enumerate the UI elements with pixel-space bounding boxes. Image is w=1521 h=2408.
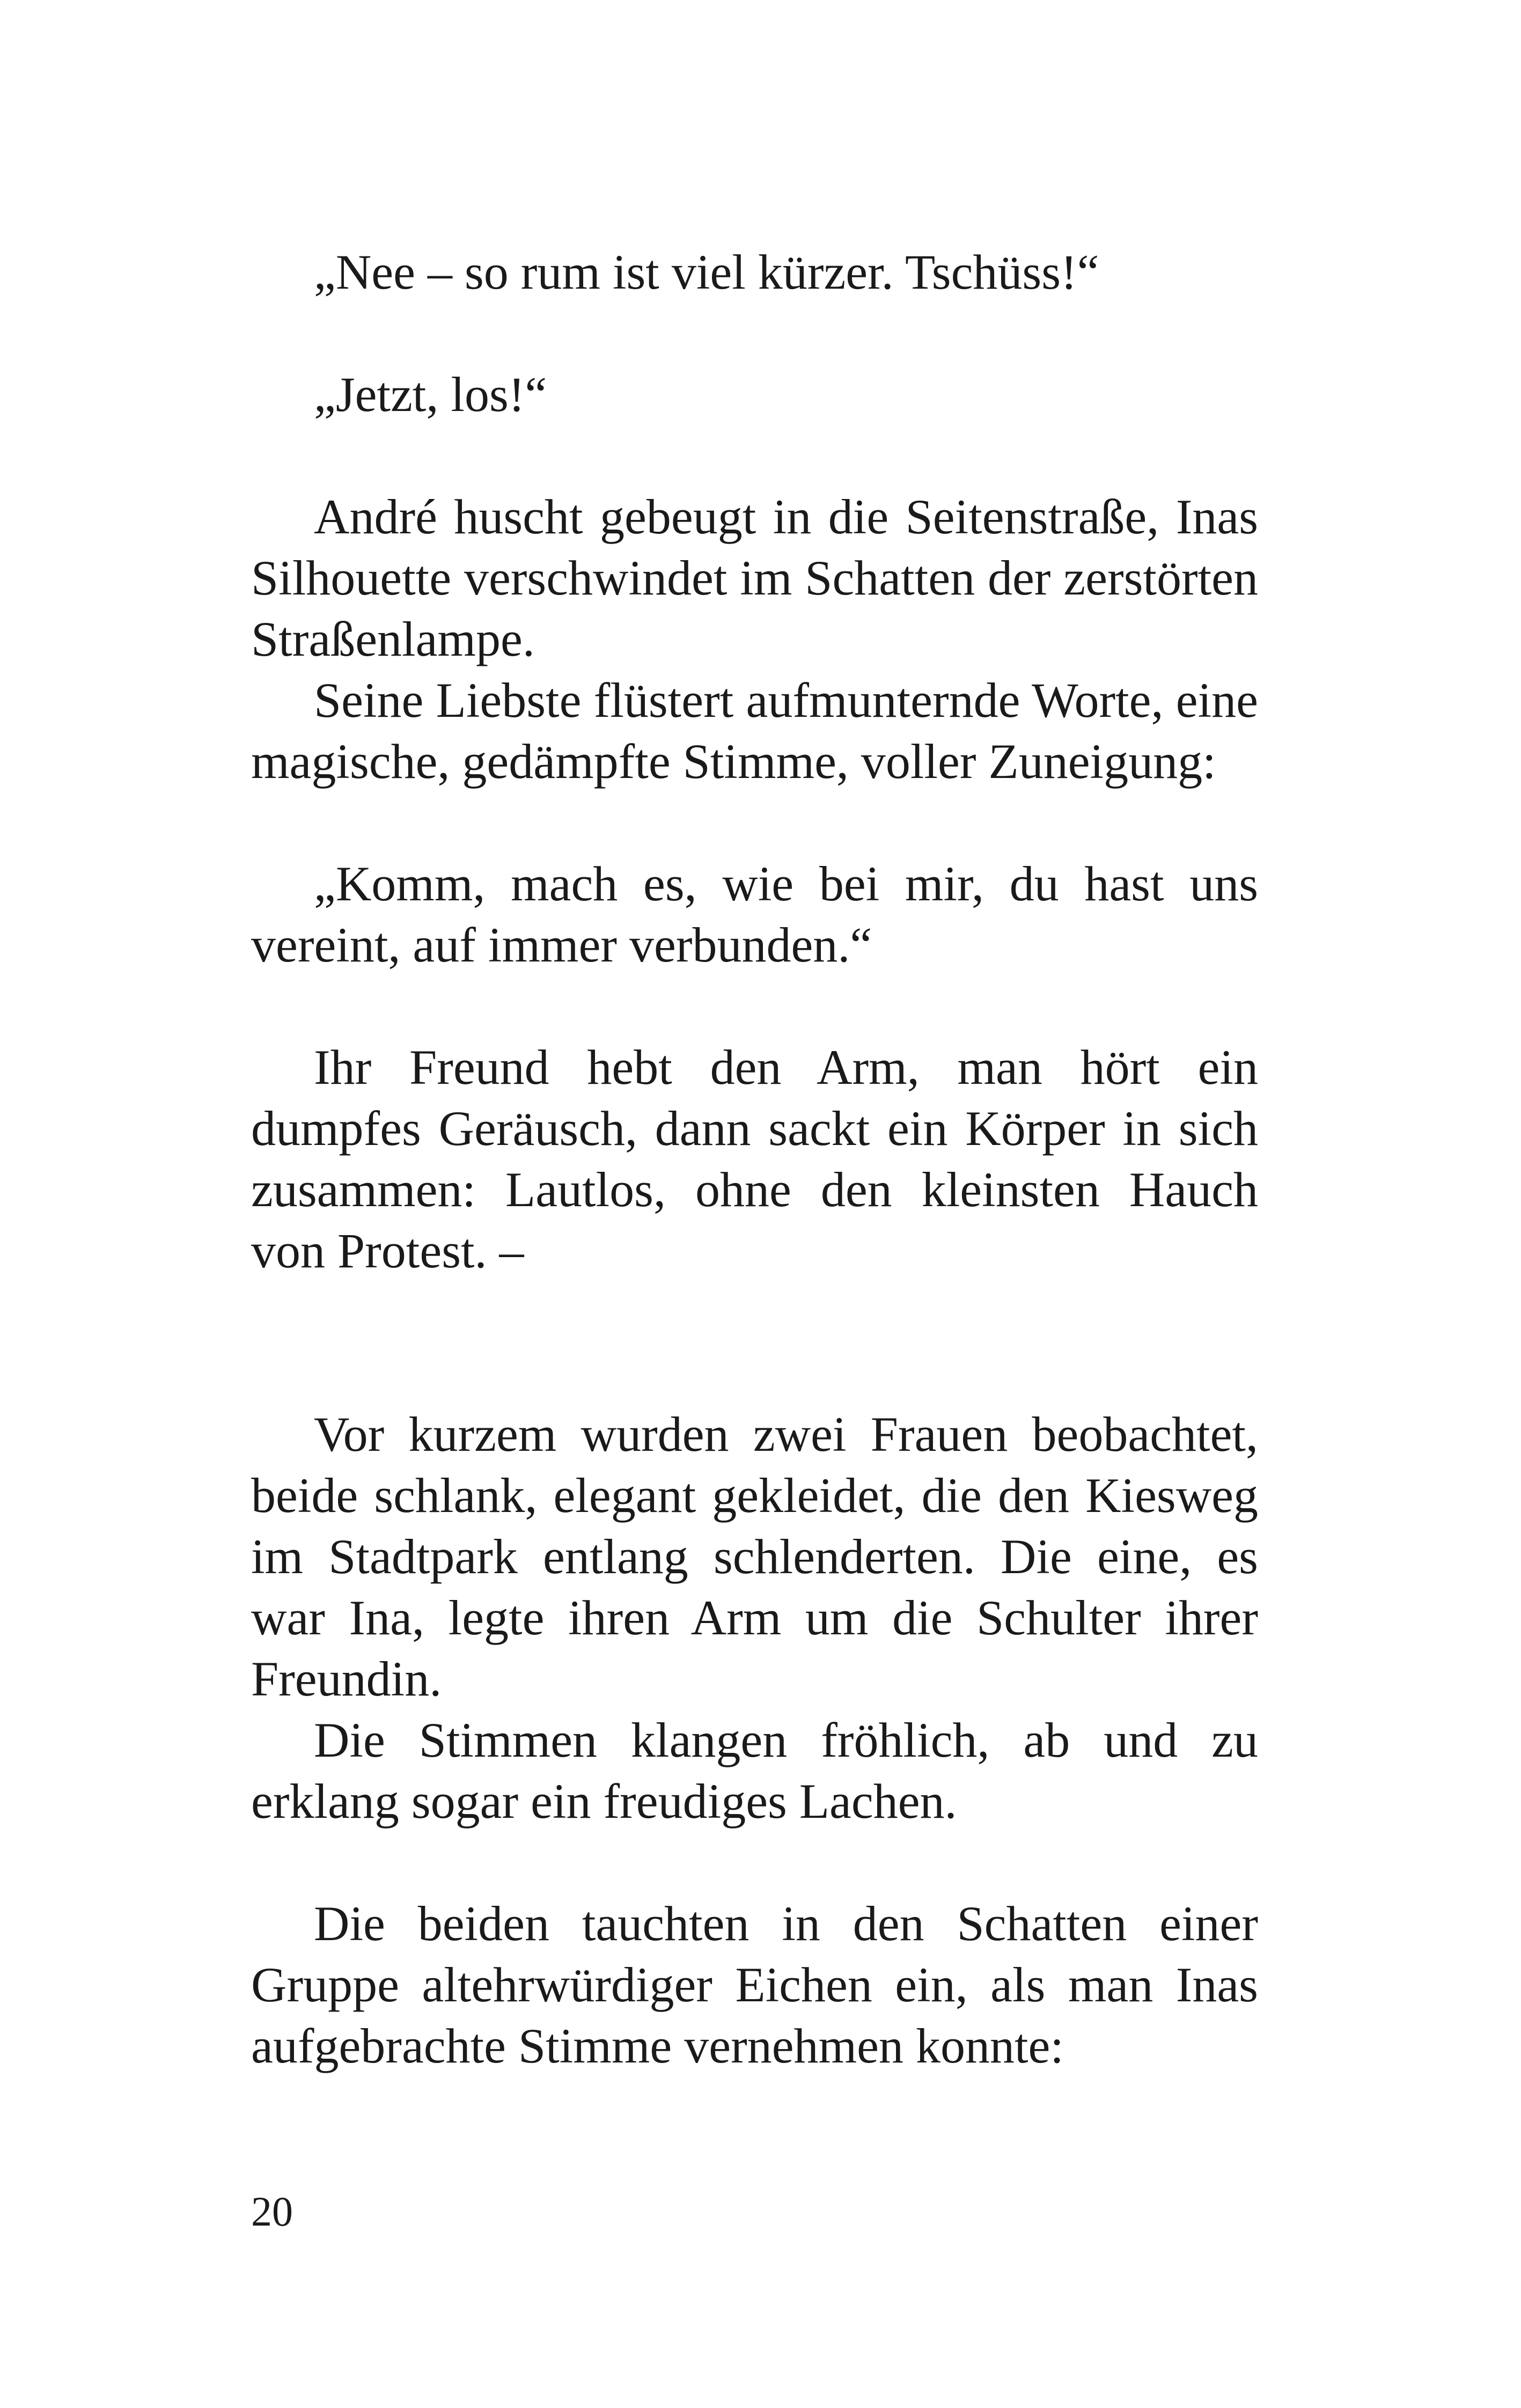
paragraph-dialogue-2: „Jetzt, los!“ (314, 367, 547, 422)
body-text (251, 241, 1258, 2076)
page-number: 20 (251, 2188, 293, 2235)
paragraph-spacer (251, 975, 1258, 1037)
paragraph-andre: André huscht gebeugt in die Seitenstraße, Inas Silhouette verschwindet im Schatten der zerstörten Straßenlampe. (251, 489, 1258, 666)
paragraph-stimmen: Die Stimmen klangen fröhlich, ab und zu erklang sogar ein freudiges Lachen. (251, 1713, 1258, 1829)
paragraph-dialogue-1: „Nee – so rum ist viel kürzer. Tschüss!“ (314, 245, 1099, 299)
paragraph-spacer (251, 792, 1258, 853)
paragraph-frauen: Vor kurzem wurden zwei Frauen beobachtet, beide schlank, elegant gekleidet, die den Kiesweg im Stadtpark entlang schlenderten. Die eine, es war Ina, legte ihren Arm um die Schulter ihrer Freundin. (251, 1407, 1258, 1706)
paragraph-liebste: Seine Liebste flüstert aufmunternde Worte, eine magische, gedämpfte Stimme, voller Zuneigung: (251, 673, 1258, 789)
section-break (251, 1281, 1258, 1404)
paragraph-dialogue-3: „Komm, mach es, wie bei mir, du hast uns vereint, auf immer verbunden.“ (251, 856, 1258, 972)
paragraph-freund: Ihr Freund hebt den Arm, man hört ein dumpfes Geräusch, dann sackt ein Körper in sich zusammen: Lautlos, ohne den kleinsten Hauch von Protest. – (251, 1040, 1258, 1278)
paragraph-spacer (251, 425, 1258, 486)
paragraph-eichen: Die beiden tauchten in den Schatten einer Gruppe altehrwürdiger Eichen ein, als man Inas aufgebrachte Stimme vernehmen konnte: (251, 1896, 1258, 2073)
paragraph-spacer (251, 1832, 1258, 1893)
paragraph-spacer (251, 303, 1258, 364)
